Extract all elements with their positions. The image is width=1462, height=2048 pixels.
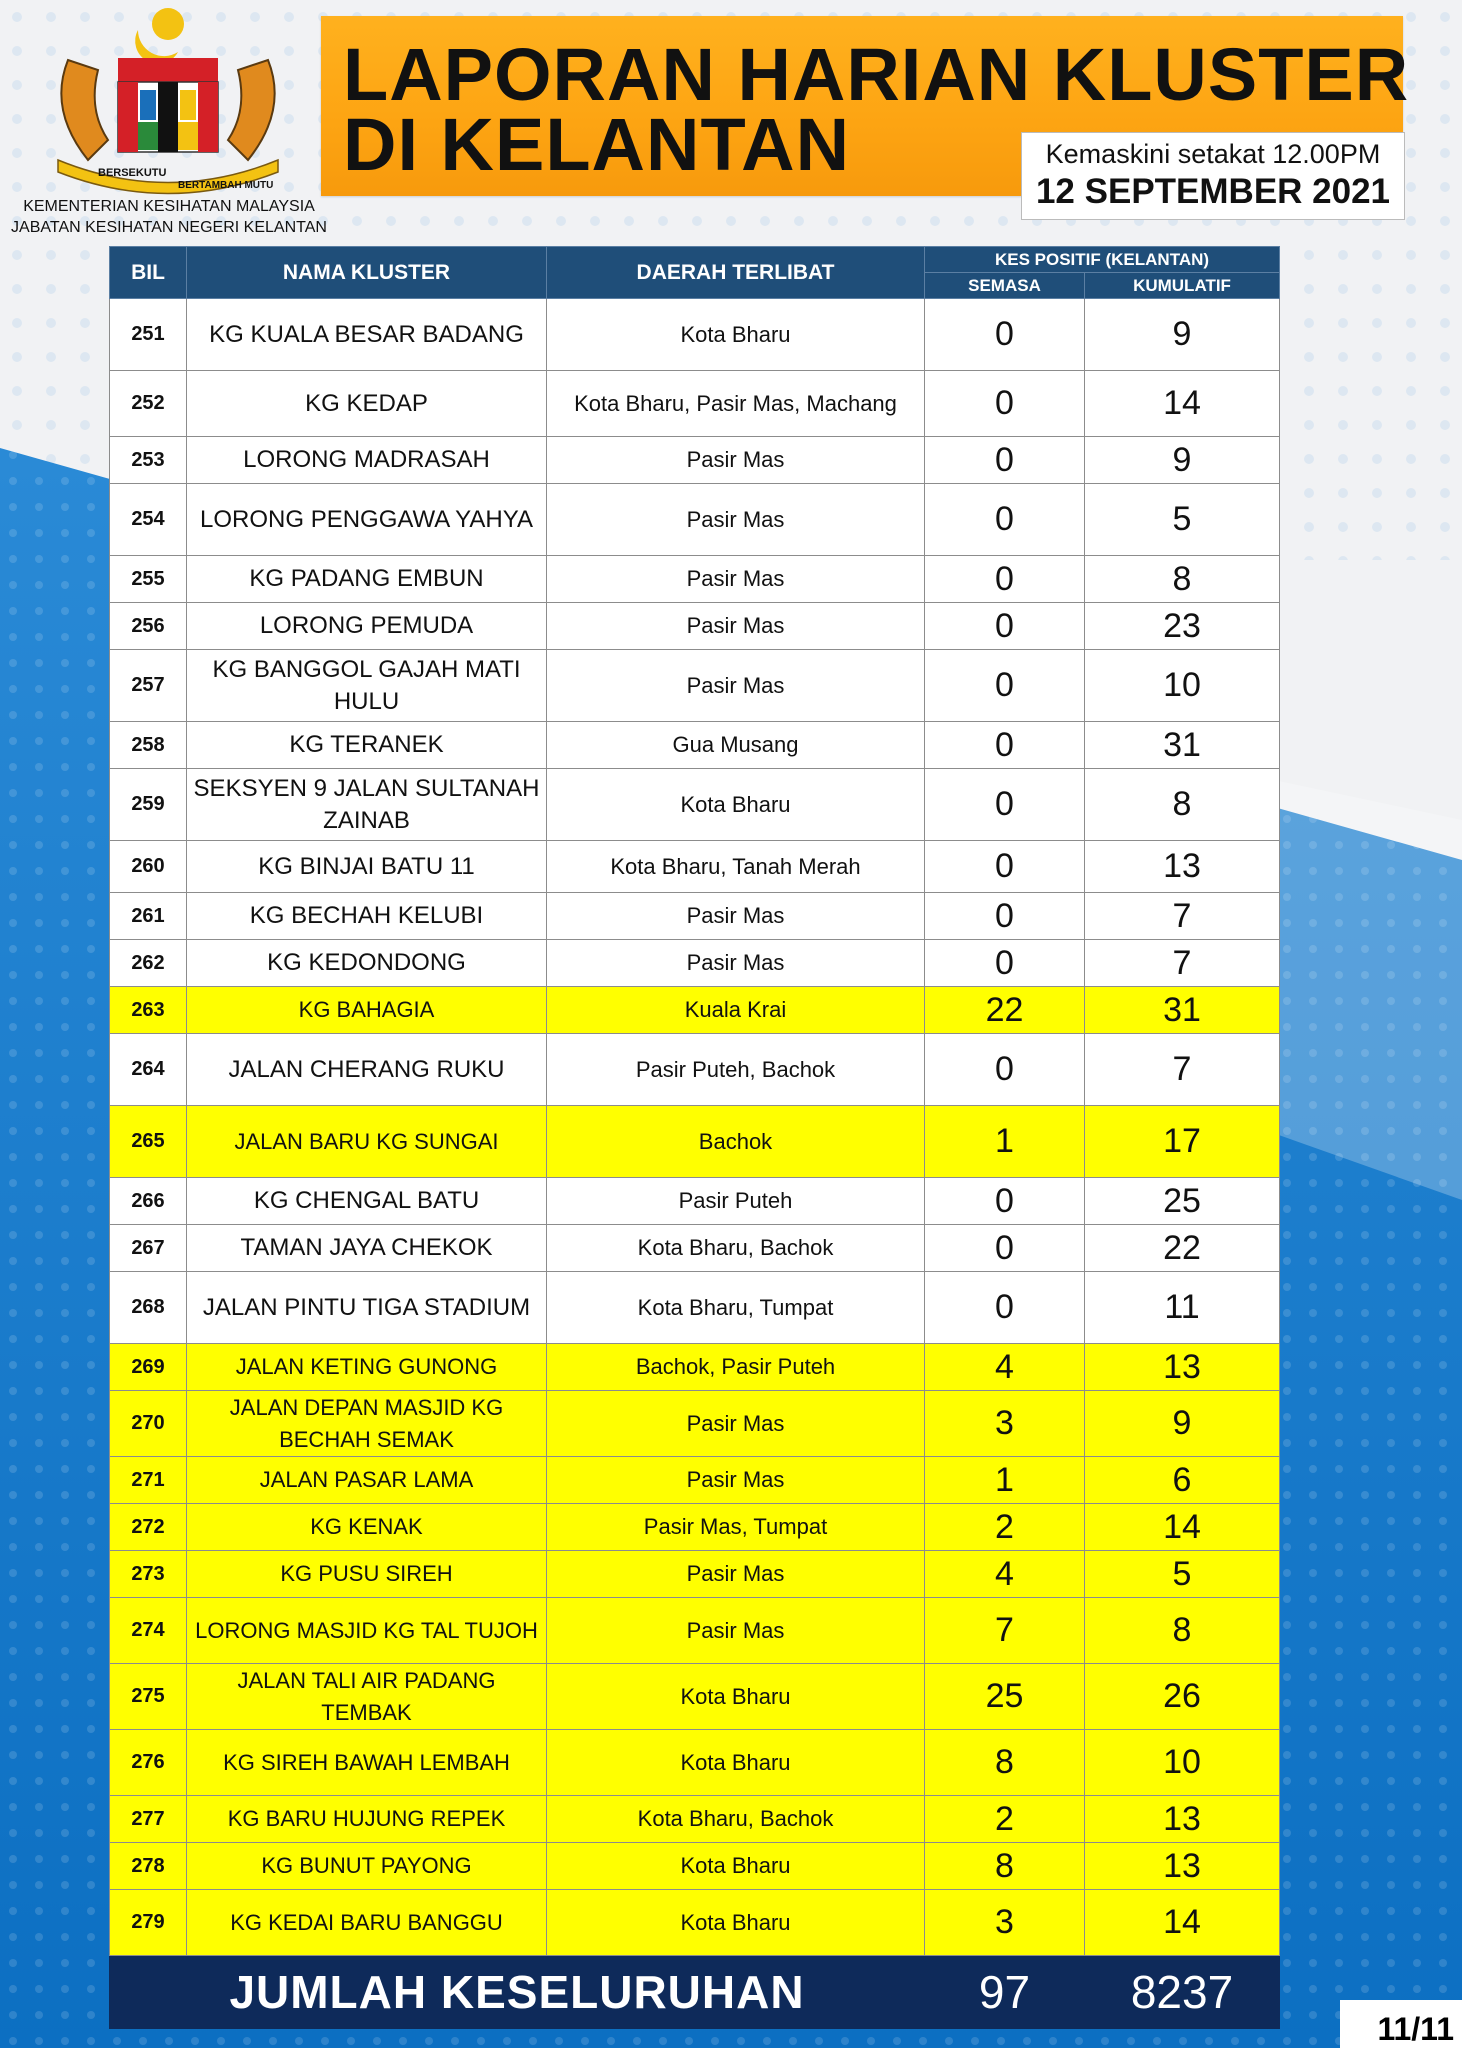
row-nama-kluster: KG BECHAH KELUBI — [187, 893, 547, 940]
row-kumulatif: 14 — [1085, 1504, 1280, 1551]
row-kumulatif: 8 — [1085, 769, 1280, 841]
table-row — [110, 1178, 1280, 1225]
table-row — [110, 1598, 1280, 1664]
row-semasa: 0 — [925, 1225, 1085, 1272]
header-semasa: SEMASA — [925, 273, 1085, 299]
row-nama-kluster: TAMAN JAYA CHEKOK — [187, 1225, 547, 1272]
ministry-caption — [0, 196, 338, 238]
row-daerah: Pasir Mas — [547, 1551, 925, 1598]
header-nama-kluster: NAMA KLUSTER — [187, 247, 547, 299]
row-nama-kluster: SEKSYEN 9 JALAN SULTANAH ZAINAB — [187, 769, 547, 841]
logo-motto-right: BERTAMBAH MUTU — [178, 180, 274, 191]
row-kumulatif: 8 — [1085, 556, 1280, 603]
row-semasa: 3 — [925, 1890, 1085, 1956]
table-row — [110, 1034, 1280, 1106]
row-daerah: Kota Bharu — [547, 1664, 925, 1730]
row-nama-kluster: JALAN KETING GUNONG — [187, 1344, 547, 1391]
row-semasa: 0 — [925, 650, 1085, 722]
table-row — [110, 556, 1280, 603]
row-kumulatif: 10 — [1085, 1730, 1280, 1796]
row-bil: 260 — [110, 841, 187, 893]
row-semasa: 1 — [925, 1457, 1085, 1504]
row-daerah: Pasir Mas — [547, 940, 925, 987]
table-row — [110, 299, 1280, 371]
row-nama-kluster: KG PADANG EMBUN — [187, 556, 547, 603]
row-bil: 276 — [110, 1730, 187, 1796]
row-semasa: 0 — [925, 556, 1085, 603]
row-daerah: Pasir Mas — [547, 556, 925, 603]
row-nama-kluster: KG PUSU SIREH — [187, 1551, 547, 1598]
row-semasa: 8 — [925, 1843, 1085, 1890]
row-daerah: Kota Bharu — [547, 1730, 925, 1796]
row-kumulatif: 10 — [1085, 650, 1280, 722]
row-kumulatif: 14 — [1085, 371, 1280, 437]
row-nama-kluster: KG SIREH BAWAH LEMBAH — [187, 1730, 547, 1796]
table-row — [110, 722, 1280, 769]
row-bil: 270 — [110, 1391, 187, 1457]
row-kumulatif: 11 — [1085, 1272, 1280, 1344]
row-daerah: Pasir Mas — [547, 1598, 925, 1664]
row-semasa: 2 — [925, 1504, 1085, 1551]
row-daerah: Kota Bharu, Tanah Merah — [547, 841, 925, 893]
ministry-line-1: KEMENTERIAN KESIHATAN MALAYSIA — [23, 198, 315, 215]
row-daerah: Kota Bharu — [547, 299, 925, 371]
row-nama-kluster: KG KENAK — [187, 1504, 547, 1551]
row-nama-kluster: KG KEDAI BARU BANGGU — [187, 1890, 547, 1956]
row-nama-kluster: KG BAHAGIA — [187, 987, 547, 1034]
row-semasa: 2 — [925, 1796, 1085, 1843]
row-daerah: Kuala Krai — [547, 987, 925, 1034]
row-nama-kluster: JALAN PINTU TIGA STADIUM — [187, 1272, 547, 1344]
row-bil: 255 — [110, 556, 187, 603]
table-row — [110, 1796, 1280, 1843]
row-semasa: 22 — [925, 987, 1085, 1034]
updated-label: Kemaskini setakat 12.00PM — [1045, 139, 1381, 169]
row-daerah: Pasir Puteh — [547, 1178, 925, 1225]
row-nama-kluster: KG KEDAP — [187, 371, 547, 437]
table-row — [110, 1272, 1280, 1344]
table-row — [110, 484, 1280, 556]
row-daerah: Pasir Mas, Tumpat — [547, 1504, 925, 1551]
row-semasa: 4 — [925, 1344, 1085, 1391]
row-kumulatif: 6 — [1085, 1457, 1280, 1504]
cluster-table-body — [110, 299, 1280, 1956]
table-row — [110, 841, 1280, 893]
row-semasa: 7 — [925, 1598, 1085, 1664]
table-row — [110, 1391, 1280, 1457]
row-daerah: Pasir Mas — [547, 437, 925, 484]
row-nama-kluster: LORONG MADRASAH — [187, 437, 547, 484]
row-bil: 266 — [110, 1178, 187, 1225]
table-row — [110, 769, 1280, 841]
total-kumulatif: 8237 — [1085, 1956, 1280, 2029]
row-bil: 254 — [110, 484, 187, 556]
row-daerah: Gua Musang — [547, 722, 925, 769]
row-semasa: 0 — [925, 893, 1085, 940]
row-kumulatif: 9 — [1085, 437, 1280, 484]
row-nama-kluster: JALAN CHERANG RUKU — [187, 1034, 547, 1106]
header-daerah-terlibat: DAERAH TERLIBAT — [547, 247, 925, 299]
table-row — [110, 371, 1280, 437]
row-bil: 263 — [110, 987, 187, 1034]
row-daerah: Bachok — [547, 1106, 925, 1178]
row-bil: 264 — [110, 1034, 187, 1106]
row-bil: 252 — [110, 371, 187, 437]
malaysia-coat-of-arms-icon — [28, 0, 308, 200]
report-date: 12 SEPTEMBER 2021 — [1035, 172, 1391, 211]
table-row — [110, 1344, 1280, 1391]
ministry-line-2: JABATAN KESIHATAN NEGERI KELANTAN — [11, 219, 327, 236]
cluster-table — [109, 246, 1280, 2029]
row-daerah: Pasir Mas — [547, 893, 925, 940]
table-row — [110, 1457, 1280, 1504]
total-semasa: 97 — [925, 1956, 1085, 2029]
row-semasa: 0 — [925, 841, 1085, 893]
row-bil: 272 — [110, 1504, 187, 1551]
table-row — [110, 1504, 1280, 1551]
row-daerah: Bachok, Pasir Puteh — [547, 1344, 925, 1391]
row-nama-kluster: KG KUALA BESAR BADANG — [187, 299, 547, 371]
row-kumulatif: 31 — [1085, 987, 1280, 1034]
row-bil: 259 — [110, 769, 187, 841]
row-semasa: 0 — [925, 603, 1085, 650]
table-row — [110, 893, 1280, 940]
title-line-2: DI KELANTAN — [343, 103, 851, 186]
row-semasa: 0 — [925, 437, 1085, 484]
row-bil: 271 — [110, 1457, 187, 1504]
row-nama-kluster: KG CHENGAL BATU — [187, 1178, 547, 1225]
row-semasa: 1 — [925, 1106, 1085, 1178]
row-kumulatif: 5 — [1085, 484, 1280, 556]
total-row — [110, 1956, 1280, 2029]
row-bil: 251 — [110, 299, 187, 371]
row-nama-kluster: JALAN BARU KG SUNGAI — [187, 1106, 547, 1178]
row-bil: 268 — [110, 1272, 187, 1344]
row-nama-kluster: KG BANGGOL GAJAH MATI HULU — [187, 650, 547, 722]
table-row — [110, 940, 1280, 987]
header-kumulatif: KUMULATIF — [1085, 273, 1280, 299]
row-kumulatif: 13 — [1085, 1344, 1280, 1391]
row-bil: 269 — [110, 1344, 187, 1391]
row-kumulatif: 9 — [1085, 299, 1280, 371]
table-row — [110, 1890, 1280, 1956]
table-row — [110, 1843, 1280, 1890]
row-semasa: 0 — [925, 1034, 1085, 1106]
row-kumulatif: 8 — [1085, 1598, 1280, 1664]
row-bil: 279 — [110, 1890, 187, 1956]
row-nama-kluster: KG TERANEK — [187, 722, 547, 769]
logo-motto-left: BERSEKUTU — [98, 167, 167, 179]
row-nama-kluster: JALAN DEPAN MASJID KG BECHAH SEMAK — [187, 1391, 547, 1457]
row-semasa: 8 — [925, 1730, 1085, 1796]
row-kumulatif: 31 — [1085, 722, 1280, 769]
row-bil: 274 — [110, 1598, 187, 1664]
row-semasa: 0 — [925, 299, 1085, 371]
row-semasa: 0 — [925, 769, 1085, 841]
row-nama-kluster: JALAN PASAR LAMA — [187, 1457, 547, 1504]
row-daerah: Pasir Mas — [547, 650, 925, 722]
row-daerah: Kota Bharu, Tumpat — [547, 1272, 925, 1344]
row-bil: 267 — [110, 1225, 187, 1272]
header-bil: BIL — [110, 247, 187, 299]
table-row — [110, 603, 1280, 650]
page-number: 11/11 — [1340, 2000, 1462, 2048]
row-daerah: Pasir Mas — [547, 603, 925, 650]
row-kumulatif: 14 — [1085, 1890, 1280, 1956]
row-semasa: 0 — [925, 1178, 1085, 1225]
row-semasa: 0 — [925, 940, 1085, 987]
row-bil: 257 — [110, 650, 187, 722]
row-semasa: 3 — [925, 1391, 1085, 1457]
table-row — [110, 1730, 1280, 1796]
row-daerah: Kota Bharu, Bachok — [547, 1225, 925, 1272]
row-semasa: 0 — [925, 1272, 1085, 1344]
row-daerah: Pasir Mas — [547, 484, 925, 556]
row-nama-kluster: KG BINJAI BATU 11 — [187, 841, 547, 893]
row-nama-kluster: JALAN TALI AIR PADANG TEMBAK — [187, 1664, 547, 1730]
row-semasa: 25 — [925, 1664, 1085, 1730]
row-kumulatif: 7 — [1085, 940, 1280, 987]
row-daerah: Kota Bharu, Bachok — [547, 1796, 925, 1843]
total-label: JUMLAH KESELURUHAN — [110, 1956, 925, 2029]
row-semasa: 0 — [925, 484, 1085, 556]
row-nama-kluster: KG BUNUT PAYONG — [187, 1843, 547, 1890]
row-bil: 253 — [110, 437, 187, 484]
row-bil: 275 — [110, 1664, 187, 1730]
row-nama-kluster: LORONG PEMUDA — [187, 603, 547, 650]
row-bil: 278 — [110, 1843, 187, 1890]
row-semasa: 4 — [925, 1551, 1085, 1598]
row-bil: 258 — [110, 722, 187, 769]
row-semasa: 0 — [925, 371, 1085, 437]
row-kumulatif: 26 — [1085, 1664, 1280, 1730]
row-bil: 277 — [110, 1796, 187, 1843]
row-kumulatif: 13 — [1085, 1843, 1280, 1890]
row-daerah: Kota Bharu — [547, 1843, 925, 1890]
row-daerah: Pasir Puteh, Bachok — [547, 1034, 925, 1106]
table-row — [110, 1664, 1280, 1730]
title-line-1: LAPORAN HARIAN KLUSTER — [343, 33, 1410, 116]
row-nama-kluster: KG BARU HUJUNG REPEK — [187, 1796, 547, 1843]
table-row — [110, 1106, 1280, 1178]
update-date-box — [1021, 132, 1405, 220]
row-nama-kluster: LORONG MASJID KG TAL TUJOH — [187, 1598, 547, 1664]
row-daerah: Pasir Mas — [547, 1391, 925, 1457]
row-nama-kluster: LORONG PENGGAWA YAHYA — [187, 484, 547, 556]
row-kumulatif: 5 — [1085, 1551, 1280, 1598]
row-kumulatif: 13 — [1085, 1796, 1280, 1843]
row-kumulatif: 7 — [1085, 893, 1280, 940]
row-kumulatif: 13 — [1085, 841, 1280, 893]
row-bil: 261 — [110, 893, 187, 940]
table-row — [110, 437, 1280, 484]
table-row — [110, 987, 1280, 1034]
row-daerah: Pasir Mas — [547, 1457, 925, 1504]
row-kumulatif: 9 — [1085, 1391, 1280, 1457]
row-kumulatif: 22 — [1085, 1225, 1280, 1272]
row-daerah: Kota Bharu — [547, 1890, 925, 1956]
row-semasa: 0 — [925, 722, 1085, 769]
row-kumulatif: 17 — [1085, 1106, 1280, 1178]
row-nama-kluster: KG KEDONDONG — [187, 940, 547, 987]
row-bil: 256 — [110, 603, 187, 650]
row-bil: 265 — [110, 1106, 187, 1178]
header-kes-positif: KES POSITIF (KELANTAN) — [925, 247, 1280, 273]
table-row — [110, 1225, 1280, 1272]
row-daerah: Kota Bharu, Pasir Mas, Machang — [547, 371, 925, 437]
table-row — [110, 650, 1280, 722]
row-kumulatif: 25 — [1085, 1178, 1280, 1225]
row-kumulatif: 7 — [1085, 1034, 1280, 1106]
row-bil: 262 — [110, 940, 187, 987]
row-kumulatif: 23 — [1085, 603, 1280, 650]
row-daerah: Kota Bharu — [547, 769, 925, 841]
row-bil: 273 — [110, 1551, 187, 1598]
table-row — [110, 1551, 1280, 1598]
